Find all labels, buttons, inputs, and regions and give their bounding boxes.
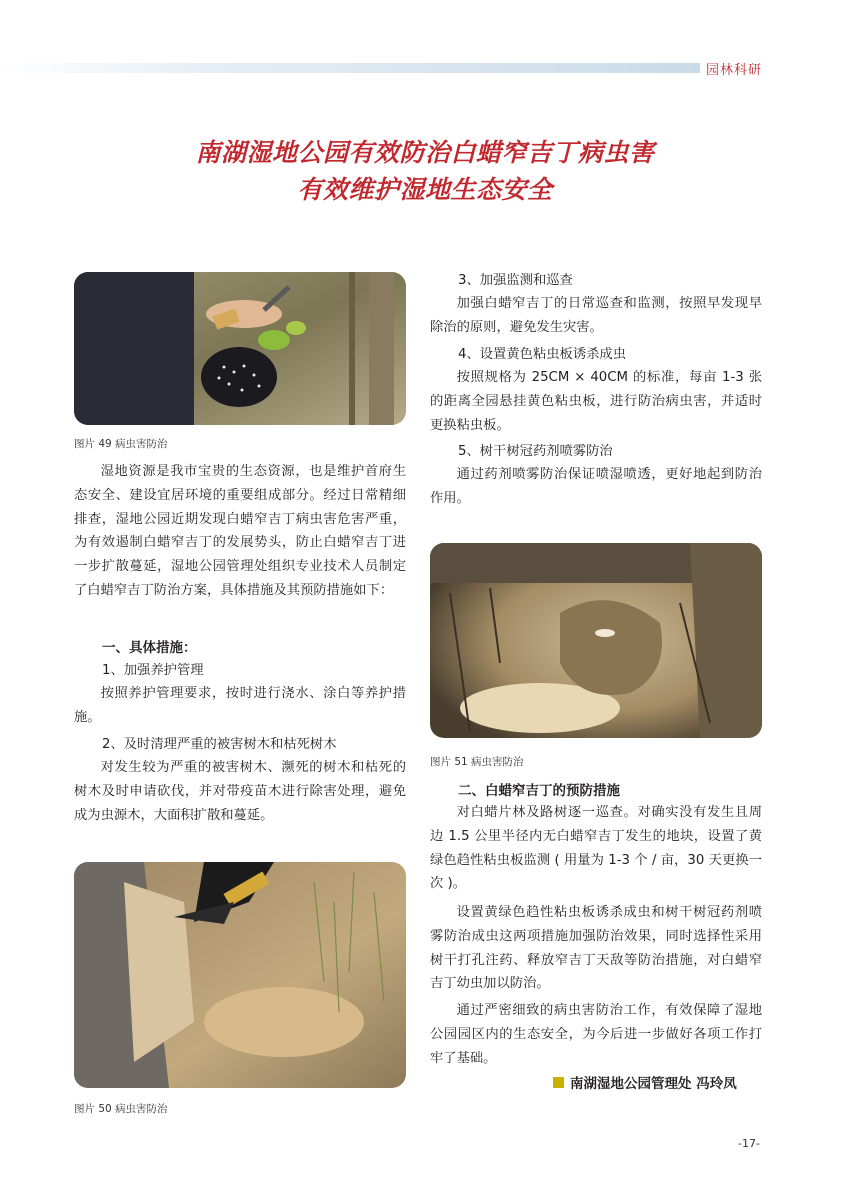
heading-prevention: 二、白蜡窄吉丁的预防措施 [458,783,620,799]
measure-1-title: 1、加强养护管理 [102,663,204,678]
measure-1-text: 按照养护管理要求，按时进行浇水、涂白等养护措施。 [74,686,406,725]
prevention-text-3: 通过严密细致的病虫害防治工作，有效保障了湿地公园园区内的生态安全，为今后进一步做好各项工作打牢了基础。 [430,1003,762,1066]
article-title-line2: 有效维护湿地生态安全 [297,175,553,204]
prevention-text-1: 对白蜡片林及路树逐一巡查。对确实没有发生且周边 1.5 公里半径内无白蜡窄吉丁发生的地块，设置了黄绿色趋性粘虫板监测 ( 用量为 1-3 个 / 亩，30 天更换一次 )。 [430,805,762,892]
author-name: 南湖湿地公园管理处 冯玲凤 [570,1076,737,1092]
figure-51-caption: 图片 51 病虫害防治 [430,756,524,768]
measure-4-title: 4、设置黄色粘虫板诱杀成虫 [458,347,627,362]
prevention-text-2: 设置黄绿色趋性粘虫板诱杀成虫和树干树冠药剂喷雾防治成虫这两项措施加强防治效果，同时选择性采用树干打孔注药、释放窄吉丁天敌等防治措施，对白蜡窄吉丁幼虫加以防治。 [430,905,762,992]
heading-specific-measures: 一、具体措施： [102,640,197,656]
measure-5-title: 5、树干树冠药剂喷雾防治 [458,444,613,459]
header-bar [0,63,700,73]
signature-marker-square [553,1077,564,1088]
measure-2-text: 对发生较为严重的被害树木、濒死的树木和枯死的树木及时申请砍伐，并对带疫苗木进行除害处理，避免成为虫源木，大面积扩散和蔓延。 [74,760,406,823]
measure-5-text: 通过药剂喷雾防治保证喷湿喷透，更好地起到防治作用。 [430,467,762,506]
measure-2-title: 2、及时清理严重的被害树木和枯死树木 [102,737,337,752]
page-number: -17- [738,1137,760,1150]
measure-3-title: 3、加强监测和巡查 [458,273,573,288]
article-title-line1: 南湖湿地公园有效防治白蜡窄吉丁病虫害 [195,138,655,167]
figure-49-caption: 图片 49 病虫害防治 [74,438,168,450]
measure-3-text: 加强白蜡窄吉丁的日常巡查和监测，按照早发现早除治的原则，避免发生灾害。 [430,296,762,335]
figure-51-photo [430,543,762,738]
section-label: 园林科研 [706,63,763,78]
figure-49-photo [74,272,406,425]
author-signature [553,1072,737,1092]
figure-50-caption: 图片 50 病虫害防治 [74,1103,168,1115]
measure-4-text: 按照规格为 25CM × 40CM 的标准，每亩 1-3 张的距离全园悬挂黄色粘虫板，进行防治病虫害，并适时更换粘虫板。 [430,370,762,433]
figure-50-photo [74,862,406,1088]
intro-paragraph: 湿地资源是我市宝贵的生态资源，也是维护首府生态安全、建设宜居环境的重要组成部分。经过日常精细排查，湿地公园近期发现白蜡窄吉丁病虫害危害严重，为有效遏制白蜡窄吉丁的发展势头，防止白蜡窄吉丁进一步扩散蔓延，湿地公园管理处组织专业技术人员制定了白蜡窄吉丁防治方案，具体措施及其预防措施如下： [74,464,406,598]
